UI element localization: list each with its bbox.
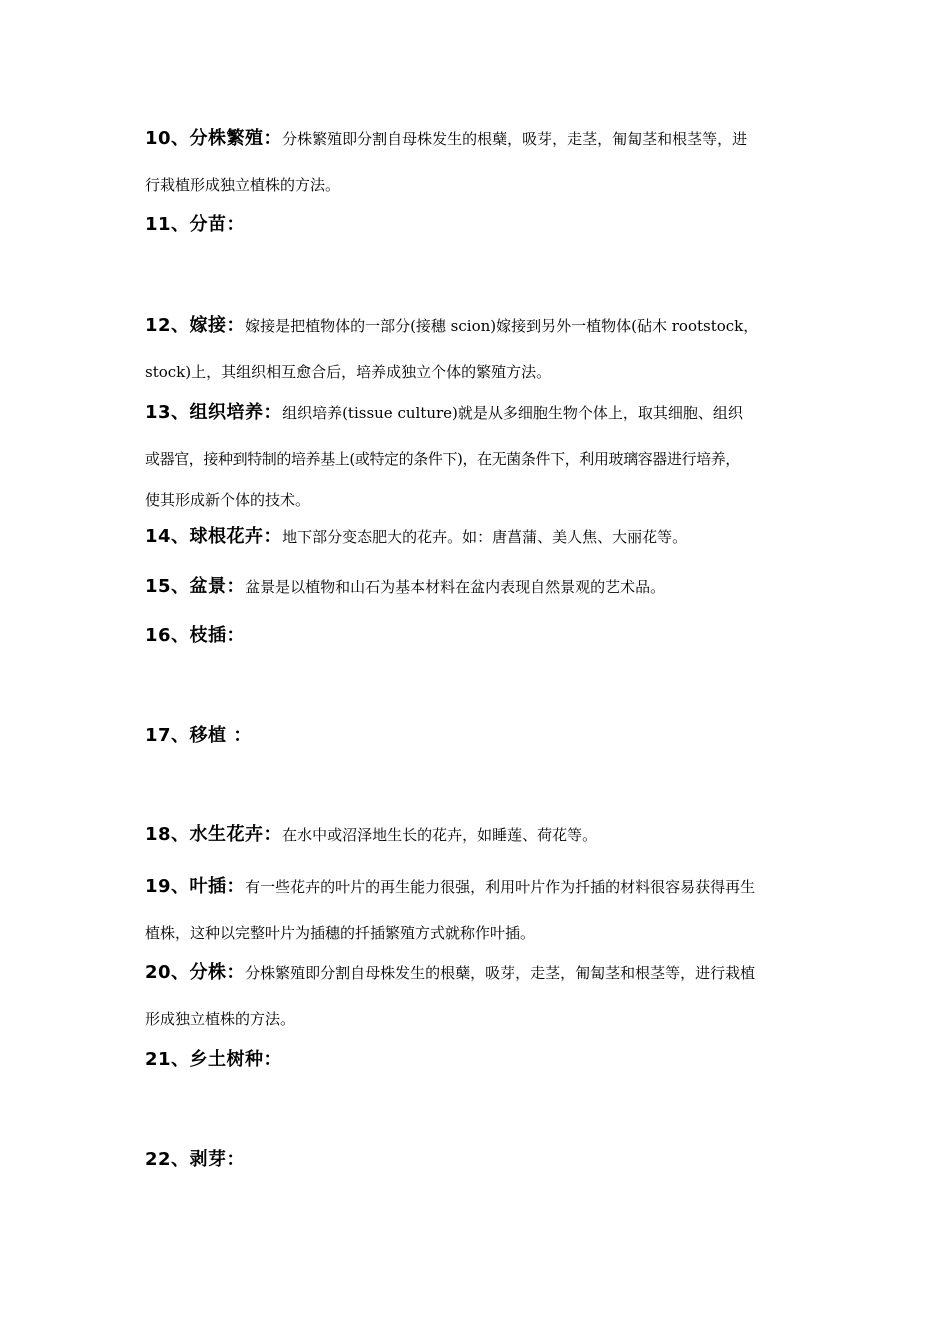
entry-term: 22、剥芽： [145,1149,246,1170]
entry-definition: 分株繁殖即分割自母株发生的根蘖，吸芽，走茎，匍匐茎和根茎等，进 [282,130,748,148]
entry-first-line [145,522,815,548]
entry-term: 12、嫁接： [145,315,246,336]
entry-term: 16、枝插： [145,625,246,646]
entry-definition-continued: 行栽植形成独立植株的方法。 [145,176,341,194]
entry-18 [145,820,815,846]
entry-22 [145,1145,815,1171]
entry-definition: 有一些花卉的叶片的再生能力很强，利用叶片作为扦插的材料很容易获得再生 [245,878,756,896]
entry-14 [145,522,815,548]
entry-term: 21、乡土树种： [145,1049,283,1070]
entry-first-line [145,721,815,747]
entry-17 [145,721,815,747]
entry-15 [145,572,815,598]
entry-21 [145,1045,815,1071]
entry-term: 15、盆景： [145,576,246,597]
entry-definition-continued: 或器官，接种到特制的培养基上(或特定的条件下)，在无菌条件下，利用玻璃容器进行培养， [145,450,740,468]
entry-first-line [145,210,815,236]
entry-first-line [145,572,815,598]
entry-term: 10、分株繁殖： [145,128,283,149]
entry-10 [145,124,815,195]
entry-term: 19、叶插： [145,876,246,897]
entry-first-line [145,1145,815,1171]
entry-term: 13、组织培养： [145,402,283,423]
entry-definition: 地下部分变态肥大的花卉。如：唐菖蒲、美人焦、大丽花等。 [282,528,688,546]
entry-definition-continued: stock)上，其组织相互愈合后，培养成独立个体的繁殖方法。 [145,363,552,381]
entry-19 [145,872,815,943]
entry-11 [145,210,815,236]
entry-term: 18、水生花卉： [145,824,283,845]
entry-definition: 盆景是以植物和山石为基本材料在盆内表现自然景观的艺术品。 [245,578,666,596]
entry-12 [145,311,815,382]
entry-first-line [145,1045,815,1071]
entry-first-line [145,311,815,337]
entry-20 [145,958,815,1029]
entry-16 [145,621,815,647]
entry-definition-continued: 形成独立植株的方法。 [145,1010,296,1028]
entry-first-line [145,872,815,898]
entry-first-line [145,398,815,424]
entry-first-line [145,958,815,984]
entry-term: 20、分株： [145,962,246,983]
entry-first-line [145,621,815,647]
entry-definition: 分株繁殖即分割自母株发生的根蘖，吸芽，走茎，匍匐茎和根茎等，进行栽植 [245,964,756,982]
entry-term: 11、分苗： [145,214,246,235]
entry-definition-continued: 使其形成新个体的技术。 [145,491,311,509]
entry-definition-continued: 植株，这种以完整叶片为插穗的扦插繁殖方式就称作叶插。 [145,924,536,942]
entry-13 [145,398,815,510]
entry-first-line [145,124,815,150]
entry-first-line [145,820,815,846]
entry-term: 17、移植 ： [145,725,252,746]
entry-definition: 组织培养(tissue culture)就是从多细胞生物个体上，取其细胞、组织 [282,404,743,422]
entry-term: 14、球根花卉： [145,526,283,547]
entry-definition: 在水中或沼泽地生长的花卉，如睡莲、荷花等。 [282,826,598,844]
entry-definition: 嫁接是把植物体的一部分(接穗 scion)嫁接到另外一植物体(砧木 rootstock， [245,317,759,335]
